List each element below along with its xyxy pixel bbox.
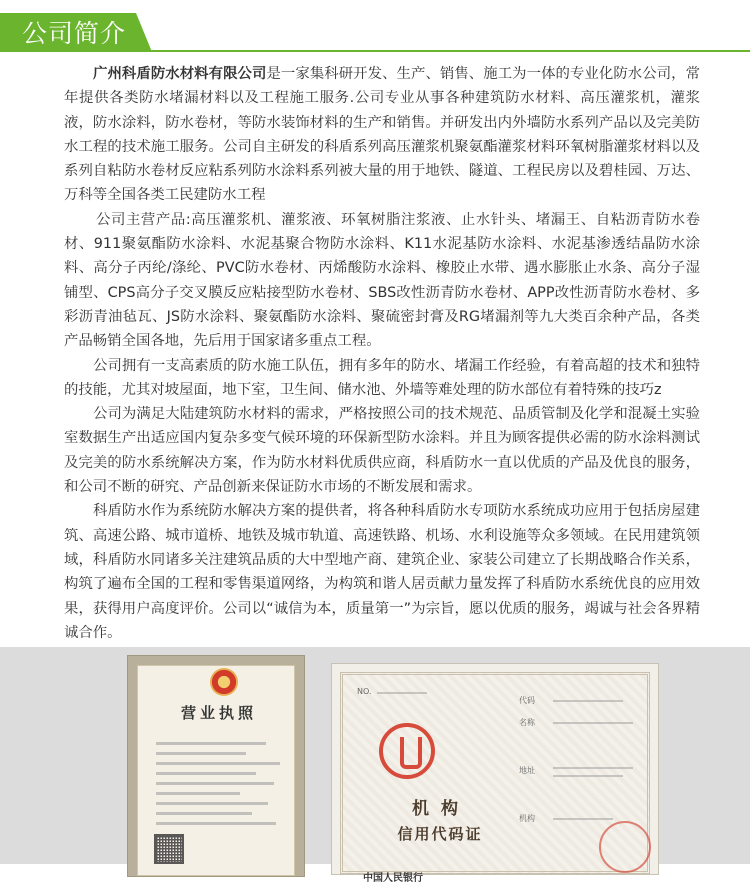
- issuing-bank: 中国人民银行: [363, 873, 423, 884]
- intro-paragraph-4: 公司为满足大陆建筑防水材料的需求，严格按照公司的技术规范、品质管制及化学和混凝土实验室数据生产出适应国内复杂多变气候环境的环保新型防水涂料。并且为顾客提供必需的防水涂料测试及完美的防水系统解决方案，作为防水材料优质供应商，科盾防水一直以优质的产品及优良的服务，和公司不断的研究、产品创新来保证防水市场的不断发展和需求。: [64, 406, 700, 496]
- cert-address-label: 地址: [519, 766, 535, 775]
- intro-paragraph-2: 公司主营产品:高压灌浆机、灌浆液、环氧树脂注浆液、止水针头、堵漏王、自粘沥青防水卷材、911聚氨酯防水涂料、水泥基聚合物防水涂料、K11水泥基防水涂料、水泥基渗透结晶防水涂料、高分子丙纶/涤纶、PVC防水卷材、丙烯酸防水涂料、橡胶止水带、遇水膨胀止水条、高分子湿铺型、CPS高分子交叉膜反应粘接型防水卷材、SBS改性沥青防水卷材、APP改性沥青防水卷材、多彩沥青油毡瓦、JS防水涂料、聚氨酯防水涂料、聚硫密封膏及RG堵漏剂等九大类百余种产品，各类产品畅销全国各地，先后用于国家诸多重点工程。: [64, 211, 700, 350]
- certificate-subtitle: 信用代码证: [397, 825, 483, 843]
- national-emblem-icon: [210, 668, 238, 696]
- company-intro: [64, 62, 700, 645]
- business-license-image: [127, 655, 305, 877]
- cert-no-label: NO.: [357, 687, 372, 696]
- cert-org-label: 机构: [519, 814, 535, 823]
- credit-code-certificate-image: [331, 663, 659, 884]
- red-stamp-icon: [599, 821, 651, 873]
- credit-code-logo-icon: [379, 723, 435, 779]
- license-title: 营业执照: [180, 704, 257, 722]
- intro-paragraph-1: [64, 62, 700, 208]
- qr-code-icon: [154, 834, 184, 864]
- cert-code-label: 代码: [519, 696, 535, 705]
- section-title: 公司简介: [22, 19, 127, 48]
- intro-paragraph-5: 科盾防水作为系统防水解决方案的提供者，将各种科盾防水专项防水系统成功应用于包括房屋建筑、高速公路、城市道桥、地铁及城市轨道、高速铁路、机场、水利设施等众多领域。在民用建筑领域，科盾防水同诸多关注建筑品质的大中型地产商、建筑企业、家装公司建立了长期战略合作关系，构筑了遍布全国的工程和零售渠道网络，为构筑和谐人居贡献力量发挥了科盾防水系统优良的应用效果，获得用户高度评价。公司以“诚信为本，质量第一”为宗旨，愿以优质的服务，竭诚与社会各界精诚合作。: [64, 503, 700, 641]
- section-header: [0, 0, 750, 52]
- cert-name-label: 名称: [519, 718, 535, 727]
- header-divider: [0, 50, 750, 52]
- intro-paragraph-1-text: 是一家集科研开发、生产、销售、施工为一体的专业化防水公司，常年提供各类防水堵漏材料以及工程施工服务.公司专业从事各种建筑防水材料、高压灌浆机，灌浆液，防水涂料，防水卷材，等防水装饰材料的生产和销售。并研发出内外墙防水系列产品以及完美防水工程的技术施工服务。公司自主研发的科盾系列高压灌浆机聚氨酯灌浆材料环氧树脂灌浆材料以及系列自粘防水卷材反应粘系列防水涂料系列被大量的用于地铁、隧道、工程民房以及碧桂园、万达、万科等全国各类工民建防水工程: [64, 66, 700, 204]
- company-name: 广州科盾防水材料有限公司: [93, 66, 267, 82]
- certificate-title: 机构: [412, 799, 470, 819]
- intro-paragraph-3: 公司拥有一支高素质的防水施工队伍，拥有多年的防水、堵漏工作经验，有着高超的技术和独特的技能，尤其对坡屋面，地下室，卫生间、储水池、外墙等难处理的防水部位有着特殊的技巧z: [64, 357, 700, 398]
- certificates-photo: [0, 647, 750, 884]
